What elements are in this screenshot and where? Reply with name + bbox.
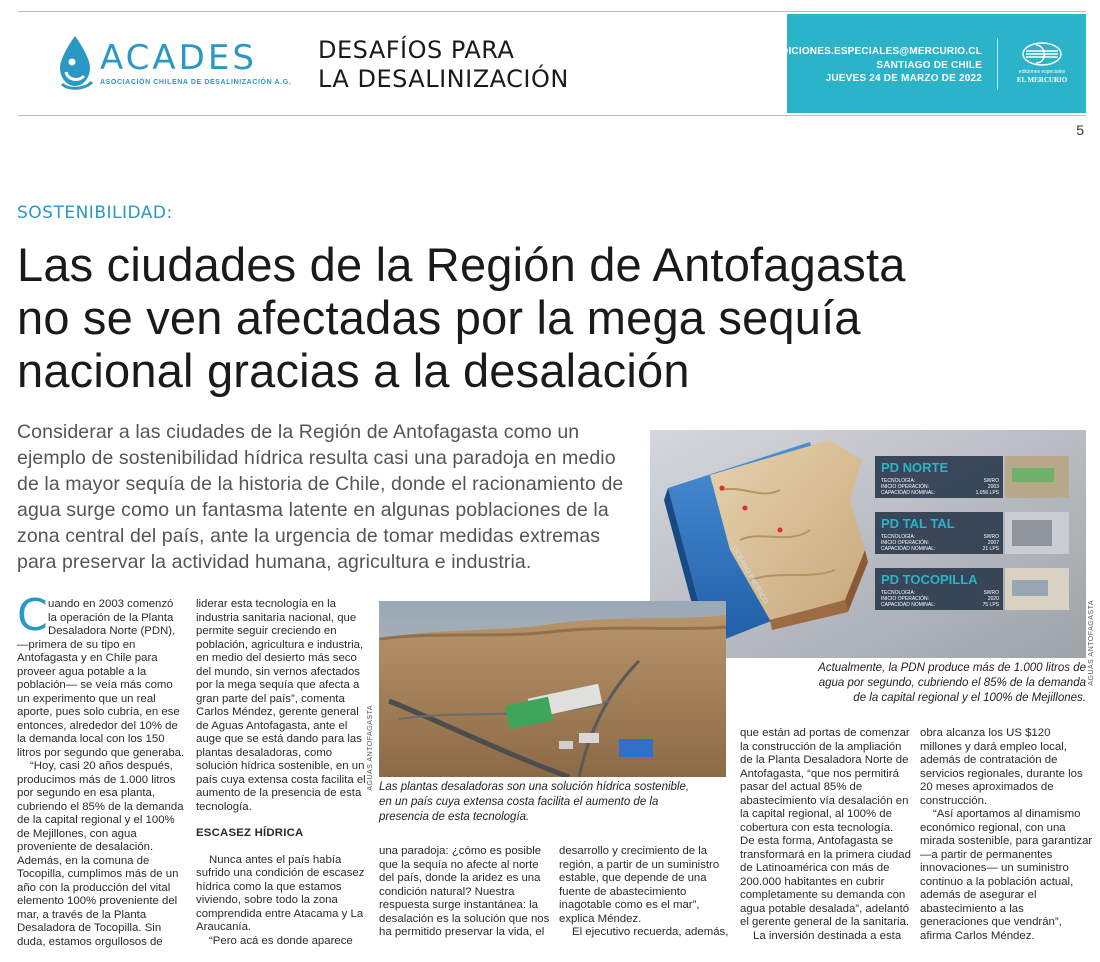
deck-line: Considerar a las ciudades de la Región de Antofagasta como un: [17, 421, 580, 443]
body-line: agua potable desalada”, adelantó: [740, 902, 910, 915]
plant-start-label: INICIO OPERACIÓN:: [881, 540, 930, 546]
plant-tech-label: TECNOLOGÍA:: [881, 478, 916, 484]
headline-line: nacional gracias a la desalación: [17, 344, 690, 397]
body-line: una paradoja: ¿cómo es posible: [379, 845, 542, 857]
caption-line: agua por segundo, cubriendo el 85% de la demanda: [818, 677, 1086, 689]
body-line: población— se veía más como: [17, 679, 173, 691]
plant-start: 2003: [987, 484, 999, 490]
body-line: aporte, pues solo cubría, en ese: [17, 706, 180, 718]
body-line: Antofagasta y en Chile para: [17, 652, 158, 664]
deck-line: para preservar la actividad humana, agricultura e industria.: [17, 551, 532, 573]
body-line: liderar esta tecnología en la: [196, 598, 336, 610]
page-number: 5: [1076, 122, 1084, 138]
body-line: por segundo en esa planta,: [17, 787, 156, 799]
body-line: tecnología.: [196, 800, 252, 813]
edition-divider: [997, 38, 998, 90]
body-line: gran parte del país”, comenta: [196, 692, 345, 705]
body-line: millones y dará empleo local,: [920, 740, 1067, 753]
body-line: de Latinoamérica con más de: [740, 862, 890, 874]
edition-date: JUEVES 24 DE MARZO DE 2022: [825, 73, 982, 84]
drop-cap: C: [17, 590, 48, 641]
plant-cap-label: CAPACIDAD NOMINAL:: [881, 546, 936, 552]
body-line: Tocopilla, cumplimos más de un: [17, 868, 179, 880]
body-line: abastecimiento a las: [920, 902, 1024, 915]
body-line: generaciones que vendrán”,: [920, 916, 1062, 928]
body-line: Antofagasta, “que nos permitirá: [740, 767, 899, 780]
body-line: desarrollo y crecimiento de la: [559, 845, 708, 857]
edition-box: [774, 14, 1086, 113]
acades-logo: [52, 32, 292, 94]
body-line: hídrica como la que estamos: [196, 880, 342, 893]
body-line: población, agricultura e industria,: [196, 638, 364, 651]
deck-line: de la mayor sequía de la historia de Chile, donde el racionamiento de: [17, 473, 624, 495]
body-line: “Pero acá es donde aparece: [209, 934, 353, 947]
body-line: Además, en la comuna de: [17, 854, 150, 867]
body-line: proveniente de desalación.: [17, 841, 154, 853]
body-line: afirma Carlos Méndez.: [920, 929, 1035, 942]
section-title-line: LA DESALINIZACIÓN: [318, 65, 569, 93]
plant-photo-credit: AGUAS ANTOFAGASTA: [367, 705, 374, 791]
body-line: Desaladora Norte (PDN),: [48, 625, 176, 637]
body-line: uando en 2003 comenzó: [48, 598, 174, 610]
plant-panel-norte: [875, 456, 1069, 498]
body-line: cubriendo el 85% de la demanda: [17, 800, 184, 813]
headline-line: no se ven afectadas por la mega sequía: [17, 291, 861, 344]
body-line: solución hídrica sostenible, en un: [196, 760, 365, 772]
body-column-3: [379, 845, 549, 940]
body-line: respuesta surge instantánea: la: [379, 899, 538, 911]
caption-line: de la capital regional y el 100% de Mejillones.: [853, 692, 1086, 704]
plant-name: PD NORTE: [881, 460, 949, 475]
sea-label: OCÉANO PACÍFICO: [730, 545, 769, 606]
plant-tech: SWRO: [983, 478, 999, 484]
body-line: cobertura con esta tecnología.: [740, 821, 894, 834]
edition-email[interactable]: EDICIONES.ESPECIALES@MERCURIO.CL: [774, 46, 982, 57]
plant-tech-label: TECNOLOGÍA:: [881, 590, 916, 596]
logo-wordmark: ACADES: [100, 38, 257, 78]
plant-tech: SWRO: [983, 534, 999, 540]
body-line: Araucanía.: [196, 921, 252, 933]
body-column-5: [740, 727, 912, 943]
plant-name: PD TAL TAL: [881, 516, 955, 531]
headline-line: Las ciudades de la Región de Antofagasta: [17, 238, 906, 291]
body-line: un experimento que un real: [17, 692, 156, 705]
body-line: elemento 100% proveniente del: [17, 895, 178, 907]
body-line: año con la producción del vital: [17, 881, 171, 894]
body-line: aumento de la presencia de esta: [196, 787, 362, 799]
plant-caption: [379, 780, 726, 825]
body-line: por la mega sequía que afecta a: [196, 679, 360, 691]
el-mercurio-logo: [1009, 42, 1075, 90]
plant-panel-tocopilla: [875, 568, 1069, 610]
plant-start-label: INICIO OPERACIÓN:: [881, 484, 930, 490]
body-line: permite seguir creciendo en: [196, 625, 337, 637]
water-drop-icon: [54, 34, 96, 90]
map-caption: [742, 661, 1086, 706]
deck: [17, 419, 637, 575]
body-line: ha permitido preservar la vida, el: [379, 926, 545, 938]
body-line: transformará en la primera ciudad: [740, 848, 911, 861]
kicker: SOSTENIBILIDAD:: [17, 203, 173, 223]
body-line: fuente de abastecimiento: [559, 885, 687, 898]
deck-line: ejemplo de sostenibilidad hídrica resulta casi una paradoja en medio: [17, 447, 616, 469]
plant-start: 2020: [987, 596, 999, 602]
body-line: 200.000 habitantes en cubrir: [740, 875, 885, 888]
plant-cap: 21 LPS: [982, 546, 999, 552]
body-line: desalación es la solución que nos: [379, 912, 550, 925]
body-line: de Mejillones, con agua: [17, 827, 137, 840]
plant-cap: 1.056 LPS: [975, 490, 999, 496]
subhead-escasez: ESCASEZ HÍDRICA: [196, 827, 304, 839]
body-line: duda, estamos orgullosos de: [17, 935, 163, 948]
edition-info: [774, 45, 982, 86]
body-line: de Aguas Antofagasta, ante el: [196, 719, 348, 732]
body-line: la demanda local con los 150: [17, 733, 165, 745]
caption-line: Las plantas desaladoras son una solución hídrica sostenible,: [379, 781, 690, 793]
body-line: completamente su demanda con: [740, 889, 906, 901]
body-line: continuo a la población actual,: [920, 875, 1074, 888]
map-photo-credit: AGUAS ANTOFAGASTA: [1088, 600, 1095, 686]
body-line: región, a partir de un suministro: [559, 858, 720, 871]
plant-cap-label: CAPACIDAD NOMINAL:: [881, 602, 936, 608]
plant-tech-label: TECNOLOGÍA:: [881, 534, 916, 540]
body-line: El ejecutivo recuerda, además,: [572, 926, 729, 938]
section-title-line: DESAFÍOS PARA: [318, 36, 515, 64]
body-line: de la Planta Desaladora Norte de: [740, 754, 909, 766]
body-line: litros por segundo que generaba.: [17, 746, 185, 759]
body-line: la construcción de la ampliación: [740, 740, 902, 753]
header-bottom-rule: [18, 115, 1086, 116]
body-line: innovaciones— un suministro: [920, 862, 1069, 874]
plant-tech: SWRO: [983, 590, 999, 596]
body-line: abastecimiento vía desalación en: [740, 794, 909, 807]
plant-start-label: INICIO OPERACIÓN:: [881, 596, 930, 602]
body-line: estable, que depende de una: [559, 872, 707, 884]
headline: [17, 238, 977, 397]
body-line: industria sanitaria nacional, que: [196, 611, 357, 624]
body-line: De esta forma, Antofagasta se: [740, 835, 894, 847]
plant-name: PD TOCOPILLA: [881, 572, 978, 587]
el-mercurio-tagline: ediciones especiales: [1018, 69, 1066, 75]
body-line: la capital regional, al 100% de: [740, 808, 892, 820]
body-line: —a partir de permanentes: [920, 848, 1053, 861]
body-line: sufrido una condición de escasez: [196, 867, 365, 879]
caption-line: presencia de esta tecnología.: [379, 811, 530, 823]
el-mercurio-name: EL MERCURIO: [1016, 76, 1068, 84]
body-line: que están ad portas de comenzar: [740, 727, 910, 739]
body-line: condición natural? Nuestra: [379, 885, 515, 898]
body-line: país cuya extensa costa facilita el: [196, 773, 366, 786]
body-line: La inversión destinada a esta: [753, 929, 902, 942]
body-line: mirada sostenible, para garantizar: [920, 835, 1093, 847]
body-line: obra alcanza los US $120: [920, 727, 1051, 739]
body-line: “Así aportamos al dinamismo: [933, 808, 1081, 820]
body-line: además de asegurar el: [920, 889, 1037, 901]
body-column-4: [559, 845, 729, 940]
body-line: de la capital regional y el 100%: [17, 814, 175, 826]
body-line: inagotable como es el mar”,: [559, 899, 700, 911]
plant-start: 2007: [987, 540, 999, 546]
body-line: plantas desaladoras, como: [196, 746, 333, 759]
edition-city: SANTIAGO DE CHILE: [876, 59, 982, 71]
plant-cap-label: CAPACIDAD NOMINAL:: [881, 490, 936, 496]
desalination-plant-photo: [379, 601, 726, 777]
body-line: proveer agua potable a la: [17, 665, 147, 678]
body-line: económico regional, con una: [920, 821, 1066, 834]
body-line: auge que se está dando para las: [196, 733, 362, 745]
body-line: construcción.: [920, 794, 988, 807]
body-line: del país, donde la aridez es una: [379, 872, 541, 884]
plant-panel-taltal: [875, 512, 1069, 554]
body-line: servicios regionales, durante los: [920, 767, 1083, 780]
logo-subtitle: ASOCIACIÓN CHILENA DE DESALINIZACIÓN A.G.: [100, 79, 292, 86]
body-line: pasar del actual 85% de: [740, 781, 863, 793]
body-line: comprendida entre Atacama y La: [196, 907, 364, 920]
section-title: [318, 36, 569, 94]
body-column-6: [920, 727, 1093, 943]
body-line: que la sequía no afecte al norte: [379, 858, 539, 871]
body-column-1: [17, 598, 185, 949]
el-mercurio-mark-icon: [1022, 42, 1062, 66]
body-line: el gerente general de la sanitaria.: [740, 916, 910, 928]
body-line: en medio del desierto más seco: [196, 652, 357, 664]
body-line: viviendo, sobre todo la zona: [196, 894, 338, 906]
body-line: Nunca antes el país había: [209, 853, 342, 866]
body-line: explica Méndez.: [559, 912, 642, 925]
plant-cap: 75 LPS: [982, 602, 999, 608]
body-line: —primera de su tipo en: [17, 638, 136, 651]
top-rule: [18, 11, 1086, 12]
body-column-2: [196, 598, 366, 948]
body-line: Carlos Méndez, gerente general: [196, 706, 359, 718]
body-line: además de contratación de: [920, 754, 1058, 766]
caption-line: en un país cuya extensa costa facilita el aumento de la: [379, 796, 659, 808]
body-line: la operación de la Planta: [48, 611, 174, 624]
body-line: “Hoy, casi 20 años después,: [30, 760, 173, 772]
body-line: entonces, alrededor del 10% de: [17, 719, 178, 732]
caption-line: Actualmente, la PDN produce más de 1.000 litros de: [818, 662, 1086, 674]
body-line: producimos más de 1.000 litros: [17, 773, 176, 786]
deck-line: zona central del país, ante la urgencia de tomar medidas extremas: [17, 525, 601, 547]
body-line: Desaladora de Tocopilla. Sin: [17, 922, 162, 934]
body-line: 20 meses aproximados de: [920, 781, 1054, 793]
deck-line: agua surge como un fantasma latente en algunas poblaciones de la: [17, 499, 609, 521]
body-line: mar, a través de la Planta: [17, 908, 147, 921]
body-line: del mundo, sin vernos afectados: [196, 665, 360, 678]
